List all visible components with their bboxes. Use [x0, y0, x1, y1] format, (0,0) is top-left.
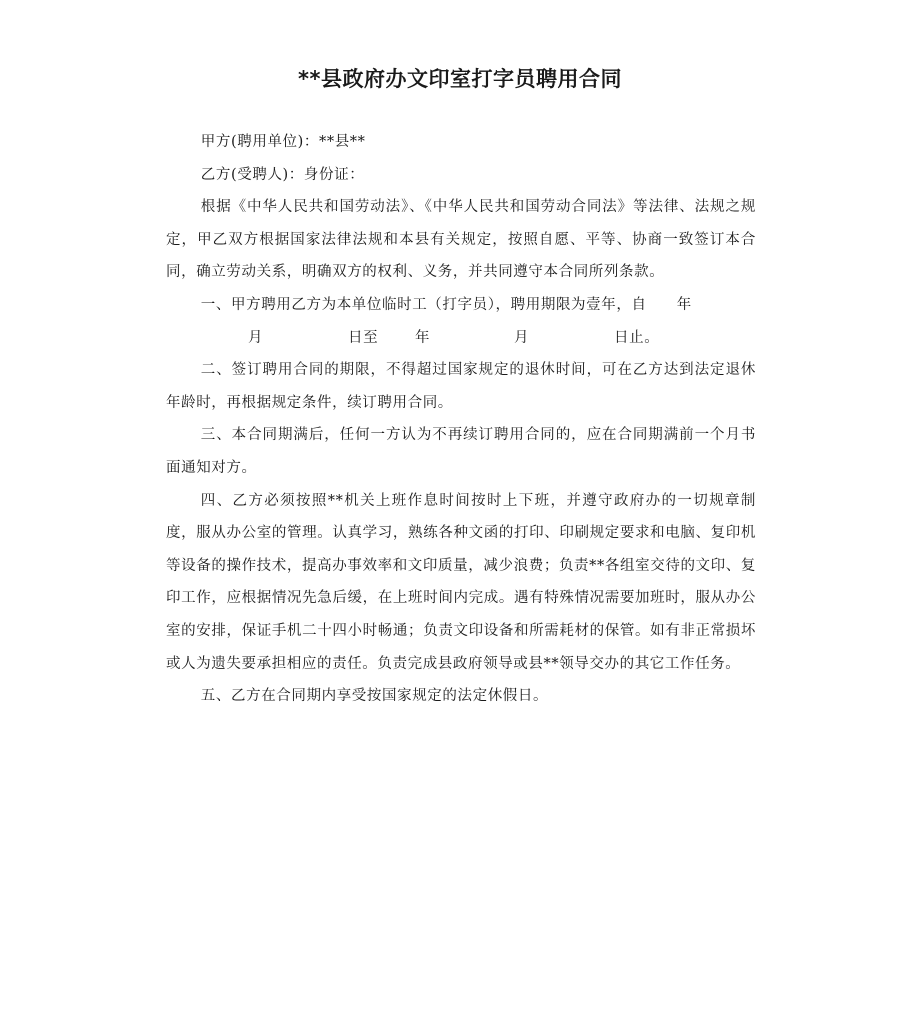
- date-month-1: 月: [248, 329, 264, 346]
- date-month-2: 月: [514, 329, 530, 346]
- party-b-line: 乙方(受聘人)：身份证：: [200, 166, 365, 183]
- date-day-2: 日止。: [614, 329, 660, 346]
- document-body: [166, 126, 756, 713]
- clause-4-paragraph: 四、乙方必须按照**机关上班作息时间按时上下班，并遵守政府办的一切规章制度，服从办公室的管理。认真学习，熟练各种文函的打印、印刷规定要求和电脑、复印机等设备的操作技术，提高办事效率和文印质量，减少浪费；负责**各组室交待的文印、复印工作，应根据情况先急后缓，在上班时间内完成。遇有特殊情况需要加班时，服从办公室的安排，保证手机二十四小时畅通；负责文印设备和所需耗材的保管。如有非正常损坏或人为遗失要承担相应的责任。负责完成县政府领导或县**领导交办的其它工作任务。: [166, 492, 756, 672]
- date-year-2: 年: [415, 329, 431, 346]
- party-a-line: 甲方(聘用单位)：**县**: [200, 134, 366, 150]
- clause-2-paragraph: 二、签订聘用合同的期限，不得超过国家规定的退休时间，可在乙方达到法定退休年龄时，再根据规定条件，续订聘用合同。: [166, 362, 756, 411]
- clause-1-paragraph: 一、甲方聘用乙方为本单位临时工（打字员），聘用期限为壹年，自 年: [200, 296, 692, 313]
- document-title: **县政府办文印室打字员聘用合同: [298, 67, 622, 91]
- clause-3-paragraph: 三、本合同期满后，任何一方认为不再续订聘用合同的，应在合同期满前一个月书面通知对方。: [166, 427, 756, 476]
- date-day-1: 日至: [348, 329, 379, 346]
- preamble-paragraph: 根据《中华人民共和国劳动法》、《中华人民共和国劳动合同法》等法律、法规之规定，甲乙双方根据国家法律法规和本县有关规定，按照自愿、平等、协商一致签订本合同，确立劳动关系，明确双方的权利、义务，并共同遵守本合同所列条款。: [166, 199, 756, 281]
- clause-5-paragraph: 五、乙方在合同期内享受按国家规定的法定休假日。: [200, 688, 549, 705]
- clause-1-date-line: [166, 322, 756, 355]
